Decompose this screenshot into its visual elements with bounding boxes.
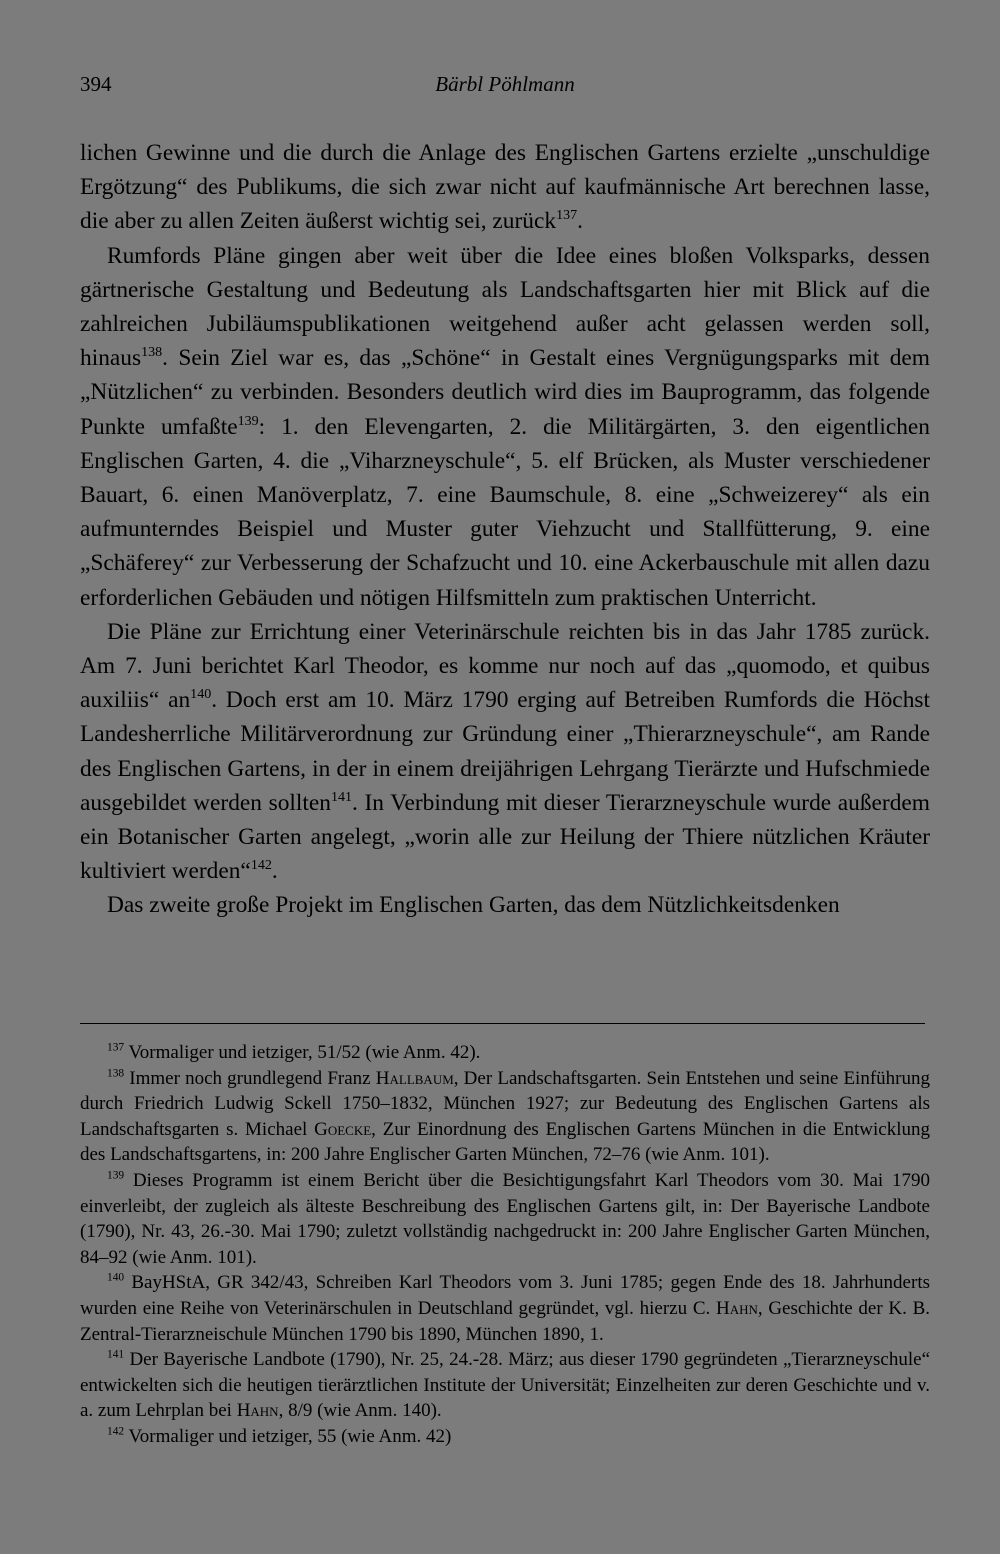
- paragraph-3: Die Pläne zur Errichtung einer Veterinärschule reichten bis in das Jahr 1785 zurück. Am 7. Juni berichtet Karl Theodor, es komme nur noch auf das „quomodo, et quibus auxiliis“ $an^{140}$. Doch erst am 10. März 1790 erging auf Betreiben Rumfords die Höchst Landesherrliche Militärverordnung zur Gründung einer „Thierarzneyschule“, am Rande des Englischen Gartens, in der in einem dreijährigen Lehrgang Tierärzte und Hufschmiede ausgebildet werden sollten$^{141}$. In Verbindung mit dieser Tierarzneyschule wurde außerdem ein Botanischer Garten angelegt, „worin alle zur Heilung der Thiere nützlichen Kräuter kultiviert werden“$^{142}$.: [80, 618, 930, 885]
- footnote-142: $^{142}$ Vormaliger und ietziger, 55 (wie Anm. 42): [107, 1425, 452, 1447]
- author-name: Hallbaum: [375, 1067, 454, 1089]
- footnote-ref-142: 142: [250, 857, 272, 874]
- footnote-141: $^{141}$ Der Bayerische Landbote (1790), Nr. 25, 24.-28. März; aus dieser 1790 gegründeten „Tierarzneyschule“ entwickelten sich die heutigen tierärztlichen Institute der Universität; Einzelheiten zur deren Geschichte und v. a. zum Lehrplan bei Hahn, 8/9 (wie Anm. 140).: [80, 1348, 931, 1422]
- paragraph-4: Das zweite große Projekt im Englischen Garten, das dem Nützlichkeitsdenken: [107, 892, 840, 919]
- footnote-ref-137: 137: [556, 207, 578, 224]
- footnote-140: $^{140}$ BayHStA, GR 342/43, Schreiben Karl Theodors vom 3. Juni 1785; gegen Ende des 18. Jahrhunderts wurden eine Reihe von Veterinärschulen in Deutschland gegründet, vgl. hierzu C. Hahn, Geschichte der K. B. Zentral-Tierarzneischule München 1790 bis 1890, München 1890, 1.: [80, 1272, 931, 1345]
- footnote-ref-138: 138: [141, 344, 163, 361]
- footnote-137: $^{137}$ Vormaliger und ietziger, 51/52 (wie Anm. 42).: [107, 1041, 481, 1063]
- main-text: [80, 136, 930, 923]
- footnote-138: $^{138}$ Immer noch grundlegend Franz Hallbaum, Der Landschaftsgarten. Sein Entstehen und seine Einführung durch Friedrich Ludwig Sckell 1750–1832, München 1927; zur Bedeutung des Englischen Gartens als Landschaftsgarten s. Michael Goecke, Zur Einordnung des Englischen Gartens München in die Entwicklung des Landschaftsgartens, in: 200 Jahre Englischer Garten München, 72–76 (wie Anm. 101).: [80, 1067, 930, 1166]
- page-header: [80, 72, 930, 102]
- footnote-number: 140: [107, 1272, 125, 1285]
- footnote-number: 142: [107, 1425, 125, 1438]
- footnote-ref-141: 141: [331, 789, 353, 806]
- footnote-ref-139: 139: [237, 412, 259, 429]
- author-name: Goecke: [314, 1118, 372, 1140]
- footnote-number: 137: [107, 1041, 125, 1054]
- paragraph-2: Rumfords Pläne gingen aber weit über die Idee eines bloßen Volksparks, dessen gärtnerische Gestaltung und Bedeutung als Landschaftsgarten hier mit Blick auf die zahlreichen Jubiläumspublikationen weitgehend außer acht gelassen werden soll, hinaus$^{138}$. Sein Ziel war es, das „Schöne“ in Gestalt eines Vergnügungsparks mit dem „Nützlichen“ zu verbinden. Besonders deutlich wird dies im Bauprogramm, das folgende Punkte umfaßte$^{139}$: 1. den Elevengarten, 2. die Militärgärten, 3. den eigentlichen Englischen Garten, 4. die „Viharzneyschule“, 5. elf Brücken, als Muster verschiedener Bauart, 6. einen Manöverplatz, 7. eine Baumschule, 8. eine „Schweizerey“ als ein aufmunterndes Beispiel und Muster guter Viehzucht und Stallfütterung, 9. eine „Schäferey“ zur Verbesserung der Schafzucht und 10. eine Ackerbauschule mit allen dazu erforderlichen Gebäuden und nötigen Hilfsmitteln zum praktischen Unterricht.: [80, 242, 930, 611]
- footnote-separator: [80, 1023, 925, 1024]
- footnote-number: 141: [107, 1348, 125, 1361]
- footnote-number: 139: [107, 1169, 125, 1182]
- author-name: Hahn: [715, 1297, 758, 1319]
- paragraph-1: lichen Gewinne und die durch die Anlage des Englischen Gartens erzielte „unschuldige Ergötzung“ des Publikums, die sich zwar nicht auf kaufmännische Art berechnen lasse, die aber zu allen Zeiten äußerst wichtig sei, zurück$^{137}$.: [80, 140, 930, 235]
- page-number: 394: [80, 72, 112, 96]
- footnotes: [80, 1040, 930, 1450]
- footnote-number: 138: [107, 1067, 125, 1080]
- footnote-ref-140: 140: [190, 686, 212, 703]
- author-name: Hahn: [236, 1400, 279, 1422]
- running-head-author: Bärbl Pöhlmann: [435, 72, 575, 96]
- footnote-139: $^{139}$ Dieses Programm ist einem Bericht über die Besichtigungsfahrt Karl Theodors vom 30. Mai 1790 einverleibt, der zugleich als älteste Beschreibung des Englischen Gartens gilt, in: Der Bayerische Landbote (1790), Nr. 43, 26.-30. Mai 1790; zuletzt vollständig nachgedruckt in: 200 Jahre Englischer Garten München, 84–92 (wie Anm. 101).: [80, 1169, 930, 1268]
